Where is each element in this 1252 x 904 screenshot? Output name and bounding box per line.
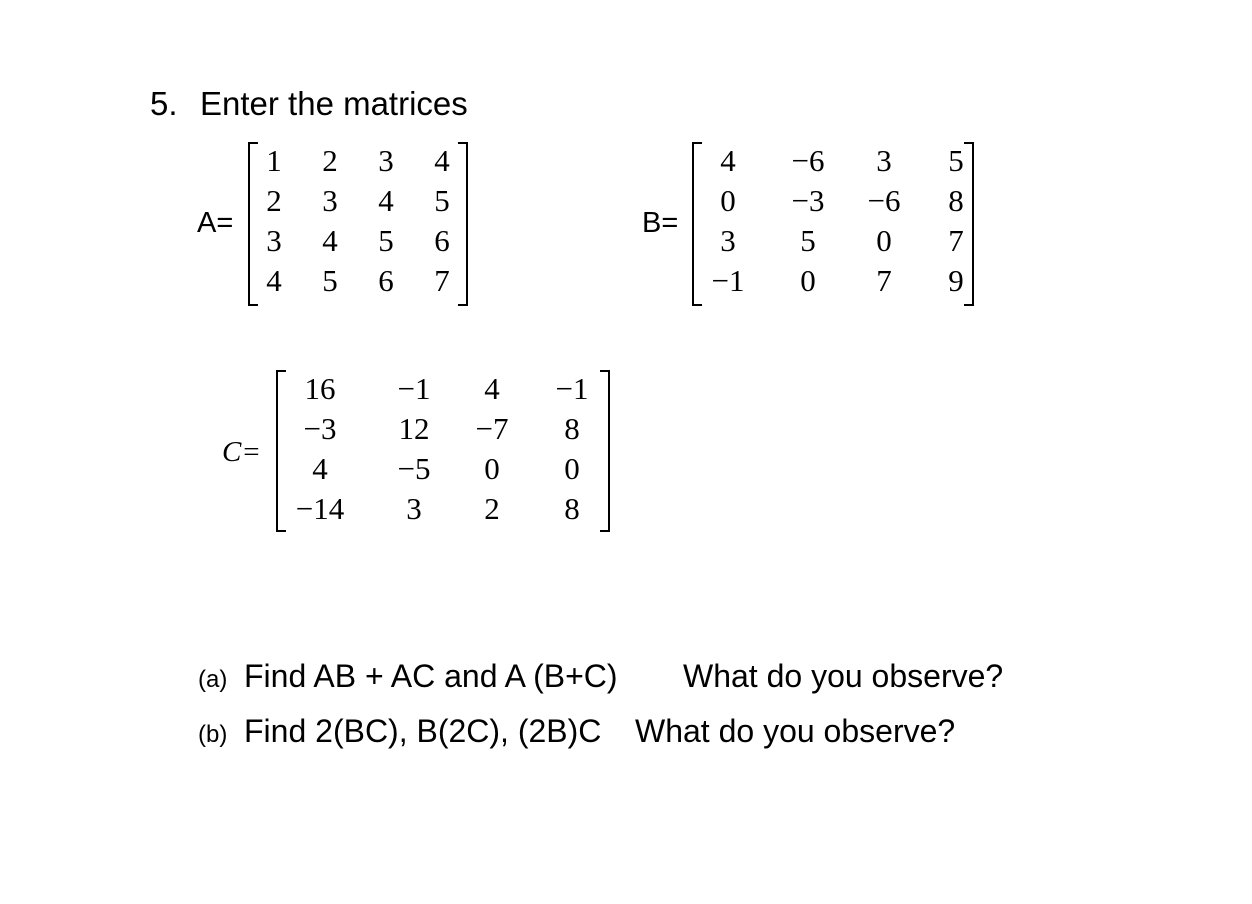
matrix-b-cell: −6 xyxy=(791,143,825,178)
matrix-c-cell: −5 xyxy=(397,451,431,486)
matrix-a-cell: 3 xyxy=(322,183,338,218)
matrix-a-label: A= xyxy=(197,207,234,239)
matrix-c-cell: 8 xyxy=(564,411,580,446)
task-a-text: Find AB + AC and A (B+C) xyxy=(244,658,618,694)
matrix-b-cell: 3 xyxy=(876,143,892,178)
matrix-b-cell: 5 xyxy=(800,223,816,258)
matrix-b-cell: −3 xyxy=(791,183,825,218)
matrix-a-cell: 3 xyxy=(266,223,282,258)
matrix-b-cell: 9 xyxy=(948,263,964,298)
matrix-a-cell: 4 xyxy=(378,183,394,218)
matrix-b-cell: 3 xyxy=(720,223,736,258)
task-b-tag: (b) xyxy=(198,721,228,748)
problem-heading xyxy=(150,84,468,124)
matrix-b-cell: 7 xyxy=(876,263,892,298)
matrix-a-cell: 3 xyxy=(378,143,394,178)
matrix-b-cell: 4 xyxy=(720,143,736,178)
task-b-text: Find 2(BC), B(2C), (2B)C xyxy=(244,713,602,749)
matrix-b-cell: 8 xyxy=(948,183,964,218)
matrix-a-cell: 2 xyxy=(322,143,338,178)
matrix-a-cell: 5 xyxy=(322,263,338,298)
task-a-tag: (a) xyxy=(198,666,228,693)
matrix-b-cell: −1 xyxy=(711,263,745,298)
matrix-b-cell: 0 xyxy=(720,183,736,218)
matrix-a-cell: 2 xyxy=(266,183,282,218)
matrix-a-cell: 6 xyxy=(378,263,394,298)
problem-number: 5. xyxy=(150,85,178,122)
matrix-c-cell: −14 xyxy=(295,491,345,526)
matrix-b-cell: −6 xyxy=(867,183,901,218)
matrix-b-cell: 0 xyxy=(800,263,816,298)
task-a xyxy=(198,656,618,700)
task-a-question: What do you observe? xyxy=(683,658,1004,694)
matrix-a xyxy=(248,142,468,306)
matrix-a-cell: 5 xyxy=(378,223,394,258)
matrix-c-cell: 8 xyxy=(564,491,580,526)
matrix-a-cell: 4 xyxy=(434,143,450,178)
matrix-b-cell: 7 xyxy=(948,223,964,258)
matrix-c-cell: −3 xyxy=(303,411,337,446)
matrix-c-cell: 16 xyxy=(304,371,336,406)
matrix-a-cell: 4 xyxy=(322,223,338,258)
problem-instruction: Enter the matrices xyxy=(200,85,468,122)
matrix-c-cell: 4 xyxy=(484,371,500,406)
matrix-c-cell: 12 xyxy=(398,411,430,446)
matrix-b-cell: 0 xyxy=(876,223,892,258)
matrix-a-cell: 1 xyxy=(266,143,282,178)
matrix-c-cell: 0 xyxy=(564,451,580,486)
task-b xyxy=(198,711,601,755)
matrix-b-label: B= xyxy=(642,207,679,239)
matrix-c xyxy=(276,370,610,532)
matrix-b xyxy=(692,142,974,306)
matrix-b-cell: 5 xyxy=(948,143,964,178)
matrix-c-cell: 2 xyxy=(484,491,500,526)
matrix-c-cell: −1 xyxy=(397,371,431,406)
matrix-a-cell: 6 xyxy=(434,223,450,258)
matrix-c-cell: −7 xyxy=(475,411,509,446)
matrix-c-label: C= xyxy=(222,436,261,468)
matrix-c-cell: 0 xyxy=(484,451,500,486)
matrix-a-cell: 7 xyxy=(434,263,450,298)
matrix-a-cell: 5 xyxy=(434,183,450,218)
matrix-c-cell: −1 xyxy=(555,371,589,406)
task-b-question: What do you observe? xyxy=(635,713,956,749)
matrix-c-cell: 4 xyxy=(312,451,328,486)
matrix-c-cell: 3 xyxy=(406,491,422,526)
matrix-a-cell: 4 xyxy=(266,263,282,298)
